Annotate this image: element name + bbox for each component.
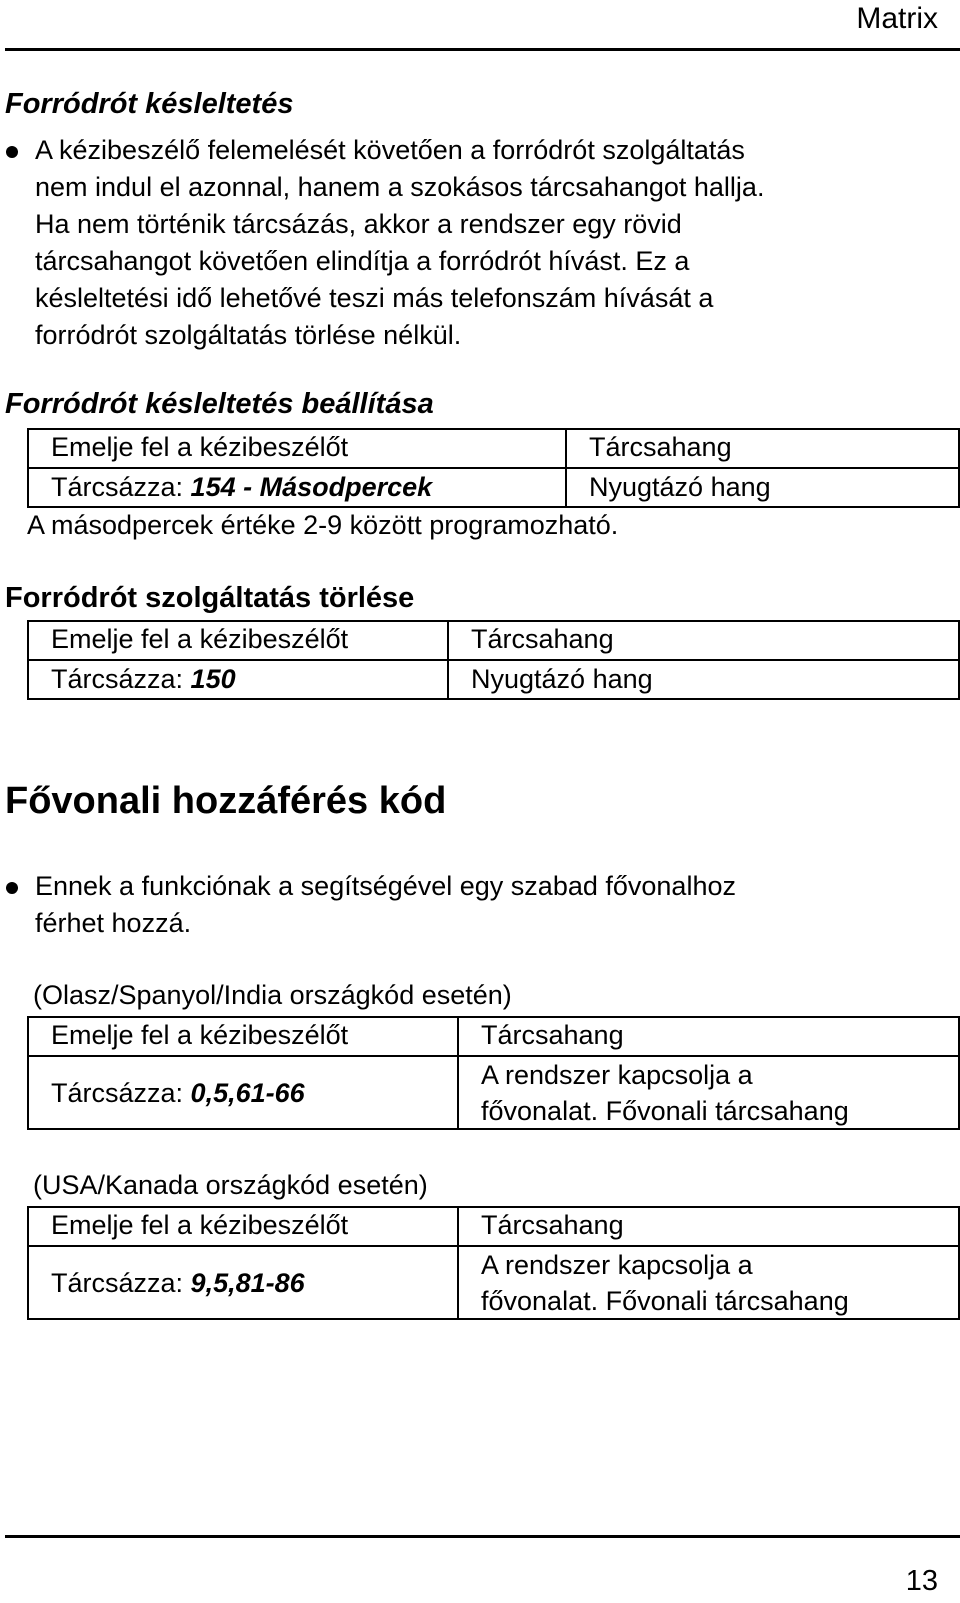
- procedure-table-trunk-access-2: [27, 1206, 960, 1320]
- table-cell-result: Tárcsahang: [481, 1210, 624, 1240]
- caption-country-code-group: (Olasz/Spanyol/India országkód esetén): [33, 980, 512, 1010]
- paragraph-line: tárcsahangot követően elindítja a forródrót hívást. Ez a: [35, 246, 690, 276]
- table-cell-result: Tárcsahang: [471, 624, 614, 654]
- note-seconds-range: A másodpercek értéke 2-9 között programozható.: [27, 510, 619, 540]
- caption-country-code-group: (USA/Kanada országkód esetén): [33, 1170, 428, 1200]
- bullet-paragraph-hotline-delay: [0, 132, 960, 362]
- dial-code: 0,5,61-66: [190, 1078, 305, 1108]
- paragraph-line: A kézibeszélő felemelését követően a forródrót szolgáltatás: [35, 135, 745, 165]
- dial-code: 154 - Másodpercek: [190, 472, 433, 502]
- dial-prefix: Tárcsázza:: [51, 664, 191, 694]
- section-title-hotline-delay: Forródrót késleltetés: [5, 88, 294, 120]
- section-title-hotline-delay-setup: Forródrót késleltetés beállítása: [5, 388, 434, 420]
- paragraph-line: forródrót szolgáltatás törlése nélkül.: [35, 320, 462, 350]
- section-title-trunk-access: Fővonali hozzáférés kód: [5, 780, 447, 822]
- table-cell-action: Emelje fel a kézibeszélőt: [51, 432, 349, 462]
- table-divider: [457, 1018, 459, 1128]
- bullet-icon: [6, 146, 18, 158]
- table-cell-result: fővonalat. Fővonali tárcsahang: [481, 1096, 849, 1126]
- table-cell-action: Emelje fel a kézibeszélőt: [51, 624, 349, 654]
- table-cell-result: Tárcsahang: [589, 432, 732, 462]
- table-divider: [29, 1245, 958, 1247]
- dial-prefix: Tárcsázza:: [51, 1268, 191, 1298]
- paragraph-line: Ha nem történik tárcsázás, akkor a rendszer egy rövid: [35, 209, 682, 239]
- table-cell-result: A rendszer kapcsolja a: [481, 1250, 753, 1280]
- paragraph-line: férhet hozzá.: [35, 908, 192, 938]
- table-divider: [457, 1208, 459, 1318]
- table-divider: [29, 1055, 958, 1057]
- table-cell-result: Tárcsahang: [481, 1020, 624, 1050]
- table-divider: [447, 622, 449, 698]
- header-rule: [5, 48, 960, 51]
- table-cell-result: A rendszer kapcsolja a: [481, 1060, 753, 1090]
- page-header-title: Matrix: [856, 2, 938, 35]
- table-cell-result: Nyugtázó hang: [471, 664, 653, 694]
- dial-code: 9,5,81-86: [190, 1268, 305, 1298]
- procedure-table-trunk-access-1: [27, 1016, 960, 1130]
- table-divider: [29, 659, 958, 661]
- table-cell-action: [51, 662, 236, 696]
- paragraph-line: nem indul el azonnal, hanem a szokásos tárcsahangot hallja.: [35, 172, 765, 202]
- table-cell-action: [51, 1076, 305, 1110]
- paragraph-line: késleltetési idő lehetővé teszi más telefonszám hívását a: [35, 283, 714, 313]
- table-cell-result: Nyugtázó hang: [589, 472, 771, 502]
- table-divider: [29, 467, 958, 469]
- dial-code: 150: [190, 664, 236, 694]
- page-number: 13: [905, 1565, 938, 1597]
- bullet-paragraph-trunk-access: [0, 868, 960, 944]
- procedure-table-delay-setup: [27, 428, 960, 508]
- table-cell-action: Emelje fel a kézibeszélőt: [51, 1210, 349, 1240]
- procedure-table-hotline-cancel: [27, 620, 960, 700]
- dial-prefix: Tárcsázza:: [51, 472, 191, 502]
- section-title-hotline-cancel: Forródrót szolgáltatás törlése: [5, 582, 415, 614]
- table-divider: [565, 430, 567, 506]
- table-cell-action: [51, 1266, 305, 1300]
- paragraph-line: Ennek a funkciónak a segítségével egy szabad fővonalhoz: [35, 871, 736, 901]
- table-cell-result: fővonalat. Fővonali tárcsahang: [481, 1286, 849, 1316]
- dial-prefix: Tárcsázza:: [51, 1078, 191, 1108]
- bullet-icon: [6, 882, 18, 894]
- table-cell-action: [51, 470, 432, 504]
- footer-rule: [5, 1535, 960, 1538]
- table-cell-action: Emelje fel a kézibeszélőt: [51, 1020, 349, 1050]
